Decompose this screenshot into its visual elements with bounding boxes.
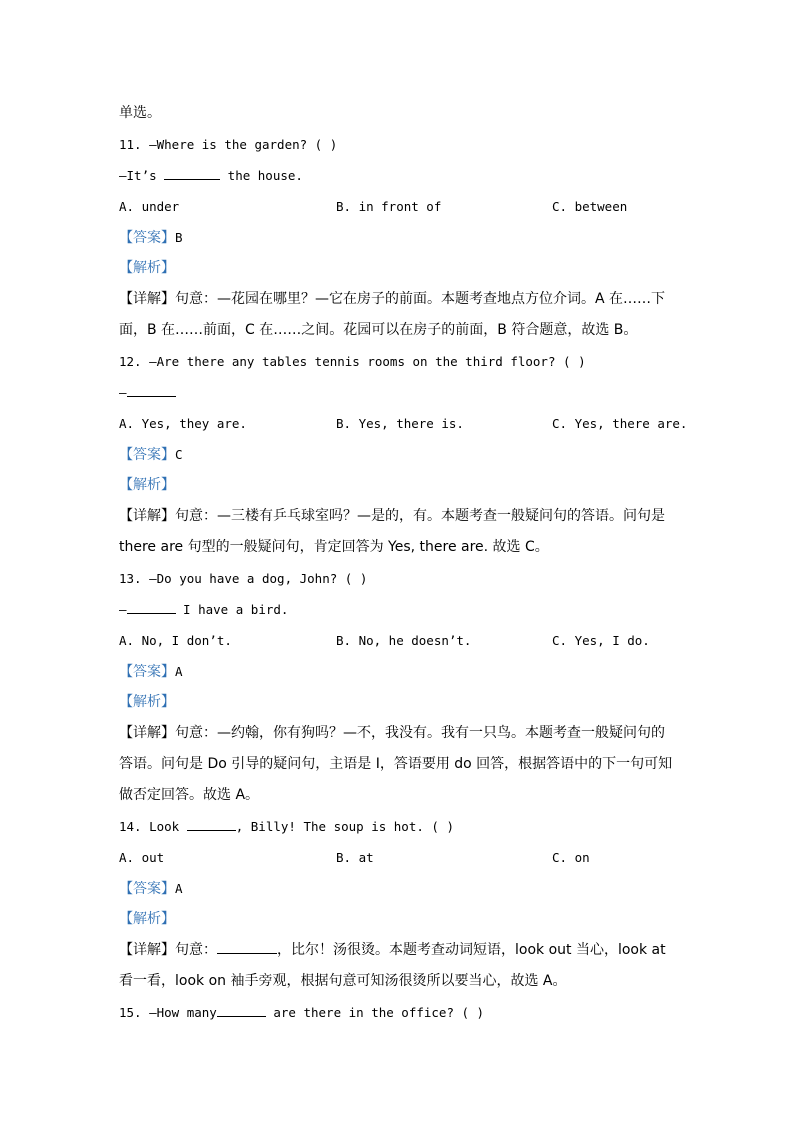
- answer-tag: 【答案】: [119, 881, 175, 897]
- q11-analysis: [119, 253, 699, 284]
- q12-answer-value: C: [175, 447, 183, 462]
- answer-tag: 【答案】: [119, 664, 175, 680]
- q13-detail-3: 做否定回答。故选 A。: [119, 787, 260, 803]
- q14-stem: [119, 811, 699, 842]
- q13-answer: [119, 656, 699, 687]
- detail-tag: 【详解】: [119, 291, 175, 307]
- q15-stem-post: are there in the office? ( ): [265, 1005, 485, 1020]
- q14-detail-post: ，比尔！汤很烫。本题考查动词短语，look out 当心，look at: [277, 942, 666, 958]
- q13-analysis: [119, 687, 699, 718]
- q11-options: [119, 191, 699, 222]
- q12-options: [119, 408, 699, 439]
- q13-answer-value: A: [175, 664, 183, 679]
- q12-line2-pre: —: [119, 385, 127, 400]
- q14-stem-post: , Billy! The soup is hot. ( ): [235, 819, 454, 834]
- q11-detail-text-1: 句意：—花园在哪里？—它在房子的前面。本题考查地点方位介词。A 在……下: [175, 291, 666, 307]
- q13-detail-2: 答语。问句是 Do 引导的疑问句，主语是 I，答语要用 do 回答，根据答语中的下一句可知: [119, 756, 673, 772]
- analysis-tag: 【解析】: [119, 477, 175, 493]
- q11-detail-1: [119, 284, 699, 315]
- q13-option-c: C. Yes, I do.: [552, 633, 650, 648]
- q13-line2-post: I have a bird.: [175, 602, 289, 617]
- q11-option-b: B. in front of: [336, 199, 442, 214]
- section-intro: 单选。: [119, 105, 161, 121]
- q11-answer: [119, 222, 699, 253]
- q15-blank: [217, 1003, 266, 1017]
- q12-blank: [127, 383, 176, 397]
- q12-detail-text-1: 句意：—三楼有乒乓球室吗？—是的，有。本题考查一般疑问句的答语。问句是: [175, 508, 665, 524]
- q12-detail-2: there are 句型的一般疑问句，肯定回答为 Yes, there are. 故选 C。: [119, 539, 549, 555]
- q12-answer: [119, 439, 699, 470]
- q14-detail-1: [119, 935, 699, 966]
- q13-option-a: A. No, I don’t.: [119, 633, 232, 648]
- q15-stem-pre: 15. —How many: [119, 1005, 217, 1020]
- q14-detail-pre: 句意：: [175, 942, 217, 958]
- analysis-tag: 【解析】: [119, 911, 175, 927]
- q13-options: [119, 625, 699, 656]
- analysis-tag: 【解析】: [119, 694, 175, 710]
- q14-option-c: C. on: [552, 850, 590, 865]
- q12-detail-1: [119, 501, 699, 532]
- q13-line2-pre: —: [119, 602, 127, 617]
- q12-option-b: B. Yes, there is.: [336, 416, 464, 431]
- q13-blank: [127, 600, 176, 614]
- q14-options: [119, 842, 699, 873]
- q14-option-a: A. out: [119, 850, 165, 865]
- q11-blank: [164, 166, 220, 180]
- q13-line2: [119, 594, 699, 625]
- q14-detail-blank: [217, 940, 277, 954]
- q11-line2-pre: —It’s: [119, 168, 165, 183]
- detail-tag: 【详解】: [119, 725, 175, 741]
- q14-analysis: [119, 904, 699, 935]
- q14-blank: [187, 817, 236, 831]
- q12-analysis: [119, 470, 699, 501]
- q14-answer-value: A: [175, 881, 183, 896]
- question-page: [119, 98, 699, 1028]
- analysis-tag: 【解析】: [119, 260, 175, 276]
- q13-detail-text-1: 句意：—约翰，你有狗吗？—不，我没有。我有一只鸟。本题考查一般疑问句的: [175, 725, 665, 741]
- q13-option-b: B. No, he doesn’t.: [336, 633, 472, 648]
- q14-stem-pre: 14. Look: [119, 819, 187, 834]
- q12-option-c: C. Yes, there are.: [552, 416, 688, 431]
- detail-tag: 【详解】: [119, 942, 175, 958]
- q11-line2-post: the house.: [220, 168, 303, 183]
- q14-answer: [119, 873, 699, 904]
- q12-option-a: A. Yes, they are.: [119, 416, 247, 431]
- answer-tag: 【答案】: [119, 447, 175, 463]
- q14-option-b: B. at: [336, 850, 374, 865]
- q15-stem: [119, 997, 699, 1028]
- detail-tag: 【详解】: [119, 508, 175, 524]
- answer-tag: 【答案】: [119, 230, 175, 246]
- q11-answer-value: B: [175, 230, 183, 245]
- q11-option-a: A. under: [119, 199, 180, 214]
- q11-stem: 11. —Where is the garden? ( ): [119, 137, 338, 152]
- q14-detail-2: 看一看，look on 袖手旁观，根据句意可知汤很烫所以要当心，故选 A。: [119, 973, 567, 989]
- q11-line2: [119, 160, 699, 191]
- q12-line2: [119, 377, 699, 408]
- q13-stem: 13. —Do you have a dog, John? ( ): [119, 571, 368, 586]
- q11-option-c: C. between: [552, 199, 628, 214]
- q12-stem: 12. —Are there any tables tennis rooms on the third floor? ( ): [119, 354, 586, 369]
- q11-detail-2: 面，B 在……前面，C 在……之间。花园可以在房子的前面，B 符合题意，故选 B。: [119, 322, 638, 338]
- q13-detail-1: [119, 718, 699, 749]
